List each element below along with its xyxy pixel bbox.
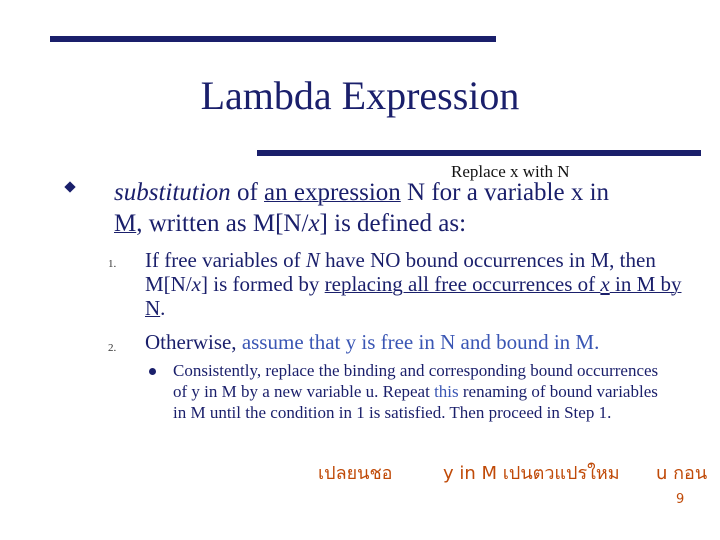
sub-bullet: Consistently, replace the binding and corresponding bound occurrences of y in M by a new variable u. Repeat this renaming of bound variables in M until the condition in 1 is satisfied. Then proceed in Step 1. — [173, 361, 659, 422]
subbullet-dot-icon — [149, 368, 156, 375]
item-number: 2. — [108, 342, 117, 354]
list-item-1: If free variables of N have NO bound occurrences in M, then M[N/x] is formed by replacing all free occurrences of x in M by N. — [145, 248, 682, 320]
title-divider-bar — [257, 150, 701, 156]
replace-annotation: Replace x with N — [451, 162, 570, 181]
thai-note-2: y in M เปนตวแปรใหม — [443, 463, 620, 484]
slide-title: Lambda Expression — [200, 73, 520, 118]
item-number: 1. — [108, 258, 117, 270]
top-divider-bar — [50, 36, 496, 42]
page-number: 9 — [676, 492, 685, 507]
thai-note-3: u กอน — [656, 463, 708, 484]
list-item-2: Otherwise, assume that y is free in N and bound in M. — [145, 330, 600, 354]
thai-note-1: เปลยนชอ — [318, 463, 393, 484]
bullet-diamond-icon — [64, 181, 75, 192]
main-bullet: substitution of an expression N for a variable x in M, written as M[N/x] is defined as: — [114, 179, 610, 237]
